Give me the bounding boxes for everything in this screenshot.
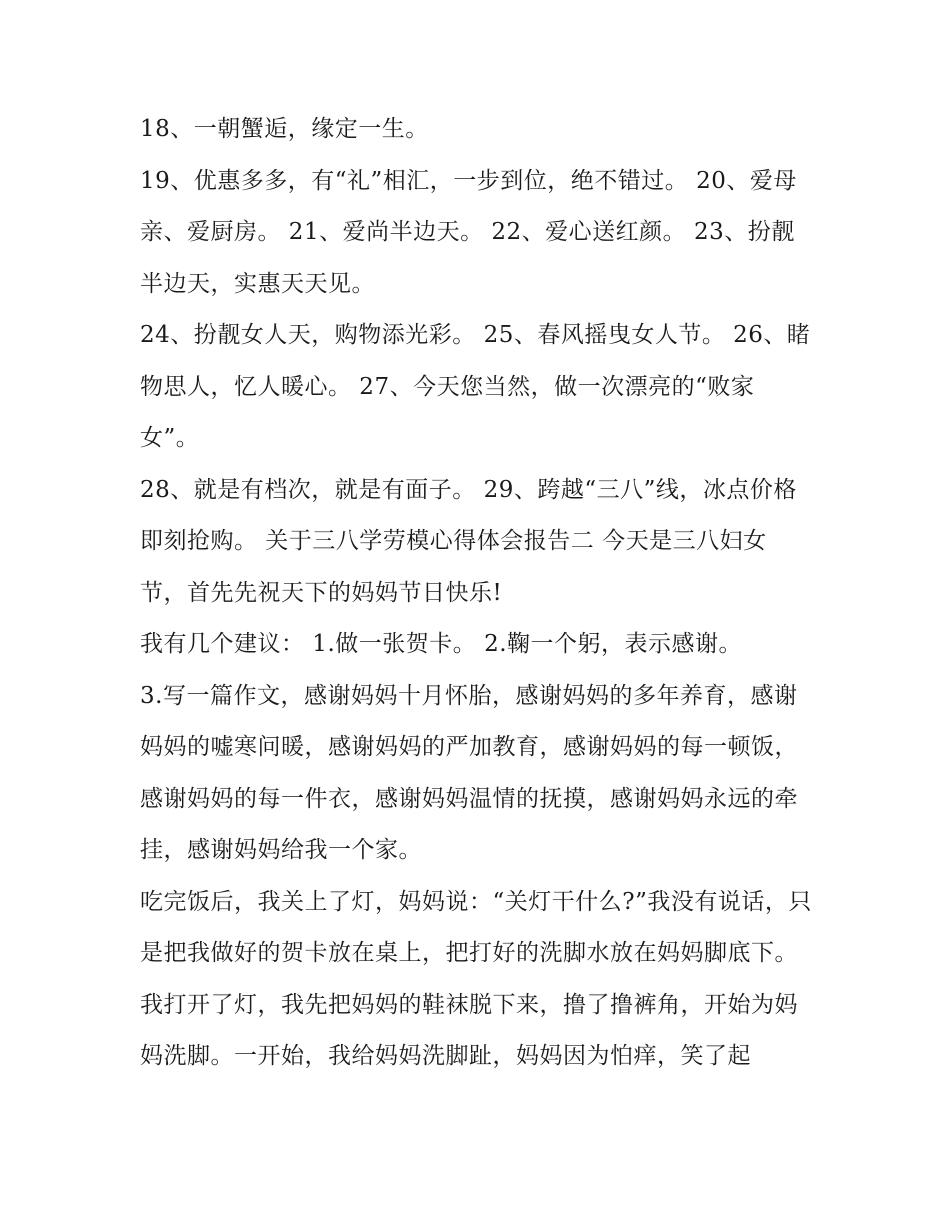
paragraph: 我打开了灯，我先把妈妈的鞋袜脱下来，撸了撸裤角，开始为妈妈洗脚。一开始，我给妈妈洗脚趾，妈妈因为怕痒，笑了起	[140, 991, 798, 1069]
document-body	[140, 104, 812, 1083]
paragraph: 19、优惠多多，有“礼”相汇，一步到位，绝不错过。 20、爱母亲、爱厨房。 21、爱尚半边天。 22、爱心送红颜。 23、扮靓半边天，实惠天天见。	[140, 167, 797, 297]
paragraph: 我有几个建议： 1.做一张贺卡。 2.鞠一个躬，表示感谢。	[140, 631, 743, 657]
paragraph: 18、一朝蟹逅，缘定一生。	[140, 116, 429, 142]
paragraph: 24、扮靓女人天，购物添光彩。 25、春风摇曳女人节。 26、睹物思人，忆人暖心。 27、今天您当然，做一次漂亮的“败家女”。	[140, 322, 811, 451]
paragraph: 3.写一篇作文，感谢妈妈十月怀胎，感谢妈妈的多年养育，感谢妈妈的嘘寒问暖，感谢妈妈的严加教育，感谢妈妈的每一顿饭，感谢妈妈的每一件衣，感谢妈妈温情的抚摸，感谢妈妈永远的牵挂，感谢妈妈给我一个家。	[140, 682, 798, 863]
paragraph: 吃完饭后，我关上了灯，妈妈说：“关灯干什么?”我没有说话，只是把我做好的贺卡放在桌上，把打好的洗脚水放在妈妈脚底下。	[140, 888, 812, 966]
paragraph: 28、就是有档次，就是有面子。 29、跨越“三八”线，冰点价格即刻抢购。 关于三八学劳模心得体会报告二 今天是三八妇女节，首先先祝天下的妈妈节日快乐!	[140, 476, 797, 606]
